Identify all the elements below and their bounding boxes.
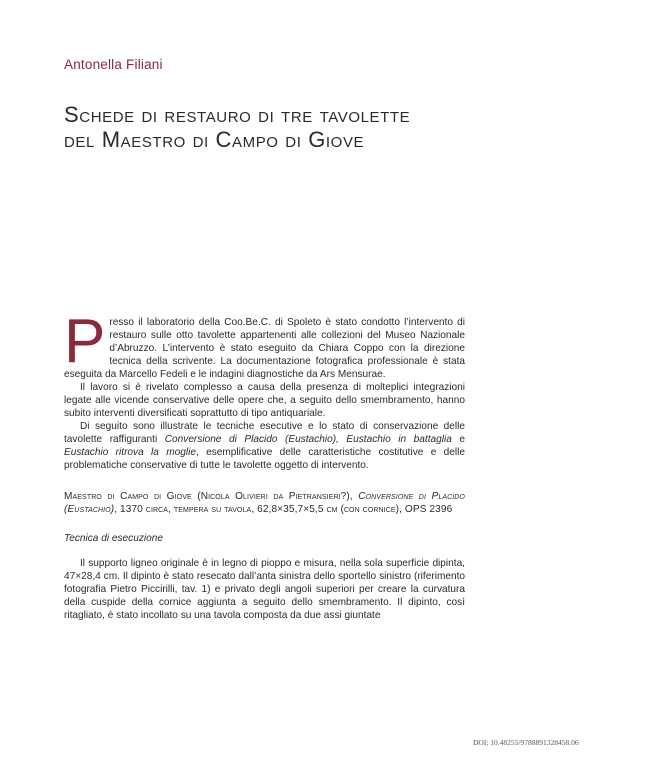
catalog-entry [64, 490, 465, 516]
article-body [64, 307, 465, 622]
paragraph-4: Il supporto ligneo originale è in legno di pioppo e misura, nella sola superficie dipinta, 47×28,4 cm. Il dipinto è stato resecato dall’anta sinistra dello sportello sinistro (riferimento fotografia Pietro Piccirilli, tav. 1) e privato degli angoli superiori per creare la curvatura della cuspide della cornice aggiunta a seguito dello smembramento. Il dipinto, così ritagliato, è stato incollato su una tavola composta da due assi giuntate [64, 558, 465, 621]
entry-text-b: , 1370 circa, tempera su tavola, 62,8×35,7×5,5 cm (con cornice), OPS 2396 [114, 504, 453, 515]
paragraph-3 [64, 420, 465, 472]
paragraph-intro-text: resso il laboratorio della Coo.Be.C. di Spoleto è stato condotto l’intervento di restauro sulle otto tavolette appartenenti alle collezioni del Museo Nazionale d’Abruzzo. L’intervento è stato eseguito da Chiara Coppo con la direzione tecnica della scrivente. La documentazione fotografica professionale è stata eseguita da Marcello Fedeli e le indagini diagnostiche da Ars Mensurae. [64, 317, 465, 380]
entry-text-a: Maestro di Campo di Giove (Nicola Olivieri da Pietransieri?), [64, 491, 359, 502]
title-line-1: Schede di restauro di tre tavolette [64, 102, 411, 127]
doi-footer: DOI: 10.48255/9788891328458.06 [473, 738, 579, 747]
article-title [64, 102, 544, 152]
p3-italic-1: Conversione di Placido (Eustachio), Eustachio in battaglia [164, 434, 452, 445]
paragraph-2: Il lavoro si è rivelato complesso a causa della presenza di molteplici integrazioni legate alle vicende conservative delle opere che, a seguito dello smembramento, hanno subito interventi diversificati soprattutto di tipo antiquariale. [64, 382, 465, 419]
p3-text-c: , esemplificative delle caratteristiche costitutive e delle problematiche conservative di tutte le tavolette oggetto di intervento. [64, 447, 465, 471]
drop-cap: P [64, 307, 106, 376]
title-line-2: del Maestro di Campo di Giove [64, 127, 365, 152]
p3-text-b: e [451, 434, 465, 445]
section-heading: Tecnica di esecuzione [64, 533, 163, 544]
p3-italic-2: Eustachio ritrova la moglie [64, 447, 196, 458]
author-name: Antonella Filiani [64, 57, 163, 72]
entry-italic: Conversione di Placido (Eustachio) [64, 491, 465, 515]
paragraph-intro [64, 307, 465, 381]
p3-text-a: Di seguito sono illustrate le tecniche esecutive e lo stato di conservazione delle tavolette raffiguranti [64, 421, 465, 445]
